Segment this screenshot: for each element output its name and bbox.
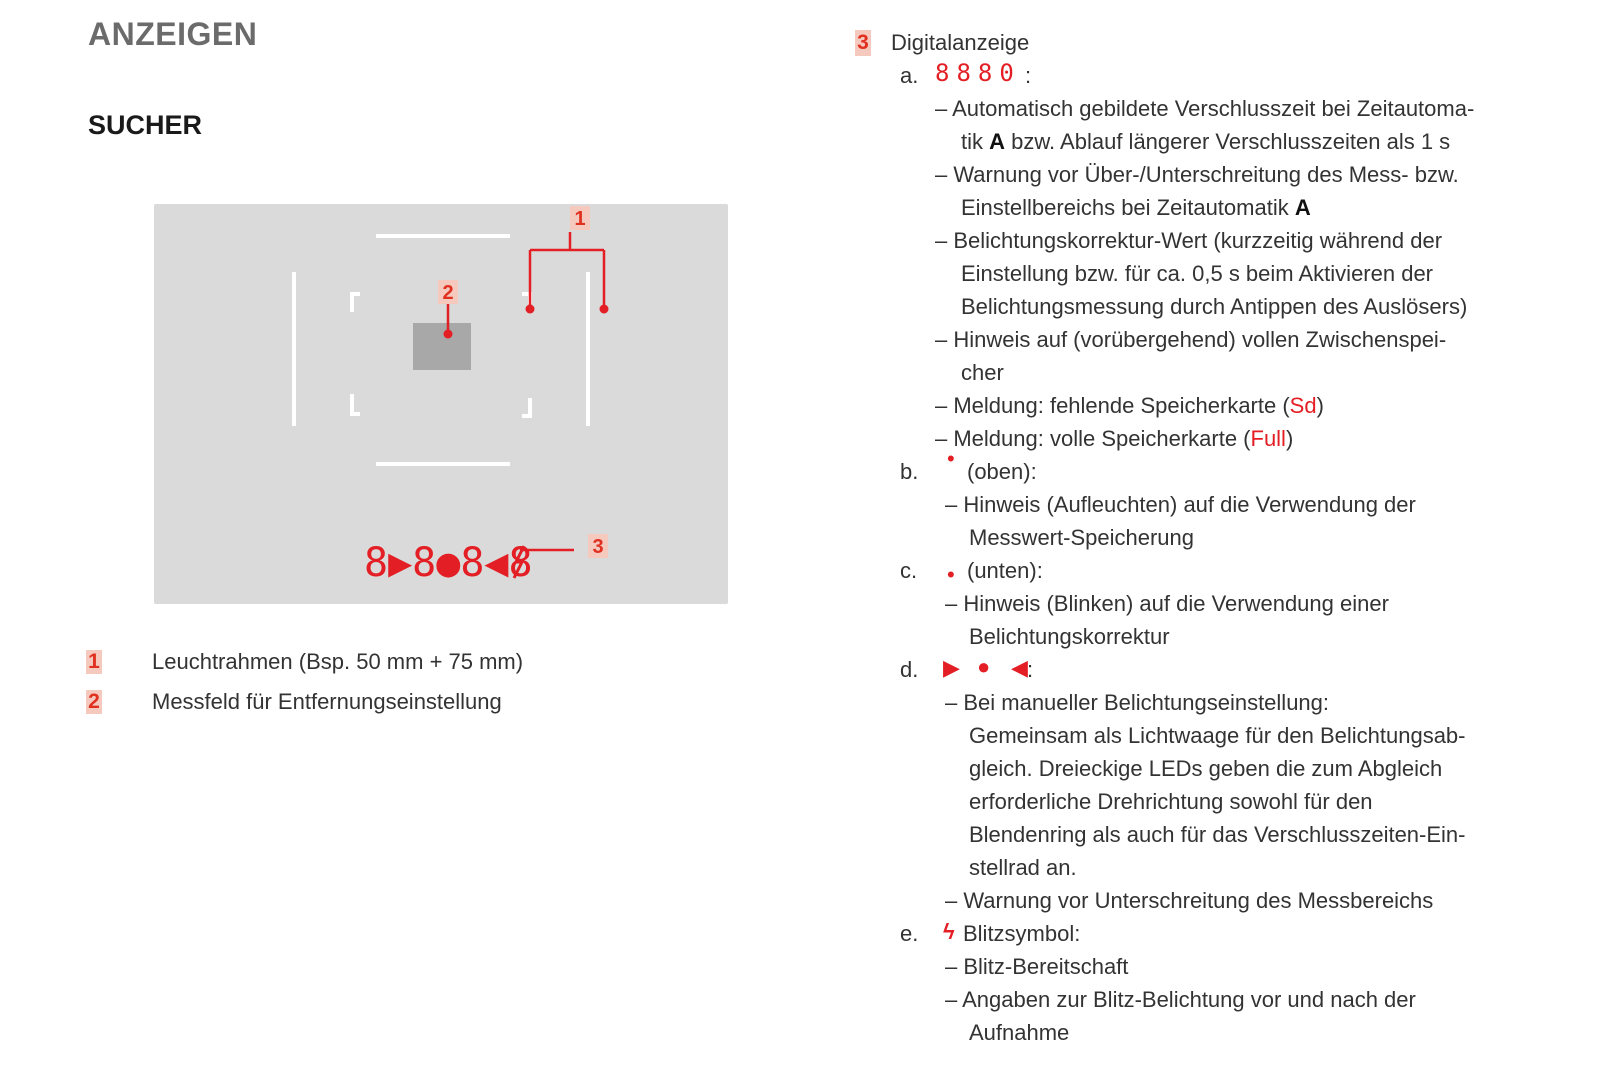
section-title: SUCHER bbox=[88, 110, 203, 140]
callout-3-label: 3 bbox=[592, 536, 604, 558]
circle-led-icon: ● bbox=[977, 654, 991, 679]
item-e-label: e. bbox=[900, 921, 919, 946]
item-a-line: – Automatisch gebildete Verschlusszeit bei Zeitautoma- bbox=[935, 96, 1475, 121]
legend-number: 2 bbox=[86, 690, 102, 714]
item-b-label: b. bbox=[900, 459, 919, 484]
item-e-text: Blitzsymbol: bbox=[963, 921, 1081, 946]
seven-segment-digits: 8880 bbox=[935, 59, 1021, 87]
callout-2-label: 2 bbox=[442, 282, 454, 304]
item-c-line: – Hinweis (Blinken) auf die Verwendung einer bbox=[945, 591, 1389, 616]
page-title: ANZEIGEN bbox=[88, 16, 258, 52]
dot-top-icon: • bbox=[947, 446, 955, 471]
item-d-colon: : bbox=[1027, 657, 1034, 682]
item-d-line: gleich. Dreieckige LEDs geben die zum Abgleich bbox=[969, 756, 1443, 781]
legend-list bbox=[86, 648, 786, 728]
item-a-line: Einstellung bzw. für ca. 0,5 s beim Aktivieren der bbox=[961, 261, 1434, 286]
item-d-line: stellrad an. bbox=[969, 855, 1077, 880]
item-b-line: Messwert-Speicherung bbox=[969, 525, 1194, 550]
item-e-line: Aufnahme bbox=[969, 1020, 1070, 1045]
item-d-line: – Warnung vor Unterschreitung des Messbereichs bbox=[945, 888, 1434, 913]
callout-2-dot bbox=[444, 330, 453, 339]
callout-1-dot-b bbox=[600, 305, 609, 314]
callout-1-label: 1 bbox=[574, 208, 586, 230]
item-a-line: – Meldung: volle Speicherkarte (Full) bbox=[935, 426, 1294, 451]
item-a-line: tik A bzw. Ablauf längerer Verschlusszeiten als 1 s bbox=[961, 129, 1451, 154]
mode-a-symbol: A bbox=[1294, 195, 1311, 220]
legend-item bbox=[86, 688, 786, 728]
legend-text: Leuchtrahmen (Bsp. 50 mm + 75 mm) bbox=[152, 649, 524, 674]
dot-bottom-icon: • bbox=[947, 562, 955, 587]
section-number: 3 bbox=[855, 30, 871, 56]
item-a-line: – Warnung vor Über-/Unterschreitung des Mess- bzw. bbox=[935, 162, 1459, 187]
item-c-label: c. bbox=[900, 558, 918, 583]
rangefinder-patch bbox=[413, 323, 471, 370]
full-code: Full bbox=[1250, 426, 1286, 451]
item-a-line: – Belichtungskorrektur-Wert (kurzzeitig während der bbox=[935, 228, 1443, 253]
item-a-line: cher bbox=[961, 360, 1004, 385]
sd-code: Sd bbox=[1289, 393, 1317, 418]
item-d-line: Blendenring als auch für das Verschlusszeiten-Ein- bbox=[969, 822, 1466, 847]
item-a-line: – Meldung: fehlende Speicherkarte (Sd) bbox=[935, 393, 1324, 418]
callout-1-lines bbox=[530, 232, 604, 308]
item-a-line: Einstellbereichs bei Zeitautomatik A bbox=[961, 195, 1311, 220]
item-d-label: d. bbox=[900, 657, 919, 682]
flash-icon: ϟ bbox=[943, 919, 955, 944]
item-b-line: – Hinweis (Aufleuchten) auf die Verwendung der bbox=[945, 492, 1416, 517]
item-a-colon: : bbox=[1025, 63, 1032, 88]
section-title: Digitalanzeige bbox=[891, 30, 1030, 55]
item-d-line: Gemeinsam als Lichtwaage für den Belichtungsab- bbox=[969, 723, 1466, 748]
item-a-line: Belichtungsmessung durch Antippen des Auslösers) bbox=[961, 294, 1468, 319]
legend-text: Messfeld für Entfernungseinstellung bbox=[152, 689, 502, 714]
triangle-right-icon: ▶ bbox=[943, 655, 960, 680]
item-c-line: Belichtungskorrektur bbox=[969, 624, 1170, 649]
callout-1-dot-a bbox=[526, 305, 535, 314]
triangle-left-icon: ◀ bbox=[1011, 655, 1028, 680]
item-c-text: (unten): bbox=[967, 558, 1043, 583]
digital-display: 8▶8●8◀8 bbox=[364, 540, 533, 586]
viewfinder-svg bbox=[154, 204, 728, 604]
item-d-line: – Bei manueller Belichtungseinstellung: bbox=[945, 690, 1330, 715]
item-e-line: – Blitz-Bereitschaft bbox=[945, 954, 1129, 979]
item-e-line: – Angaben zur Blitz-Belichtung vor und nach der bbox=[945, 987, 1416, 1012]
mode-a-symbol: A bbox=[989, 129, 1006, 154]
legend-item bbox=[86, 648, 786, 688]
item-a-label: a. bbox=[900, 63, 919, 88]
item-a-line: – Hinweis auf (vorübergehend) vollen Zwischenspei- bbox=[935, 327, 1447, 352]
item-b-text: (oben): bbox=[967, 459, 1037, 484]
viewfinder-diagram bbox=[154, 204, 728, 604]
legend-number: 1 bbox=[86, 650, 102, 674]
item-d-line: erforderliche Drehrichtung sowohl für den bbox=[969, 789, 1373, 814]
